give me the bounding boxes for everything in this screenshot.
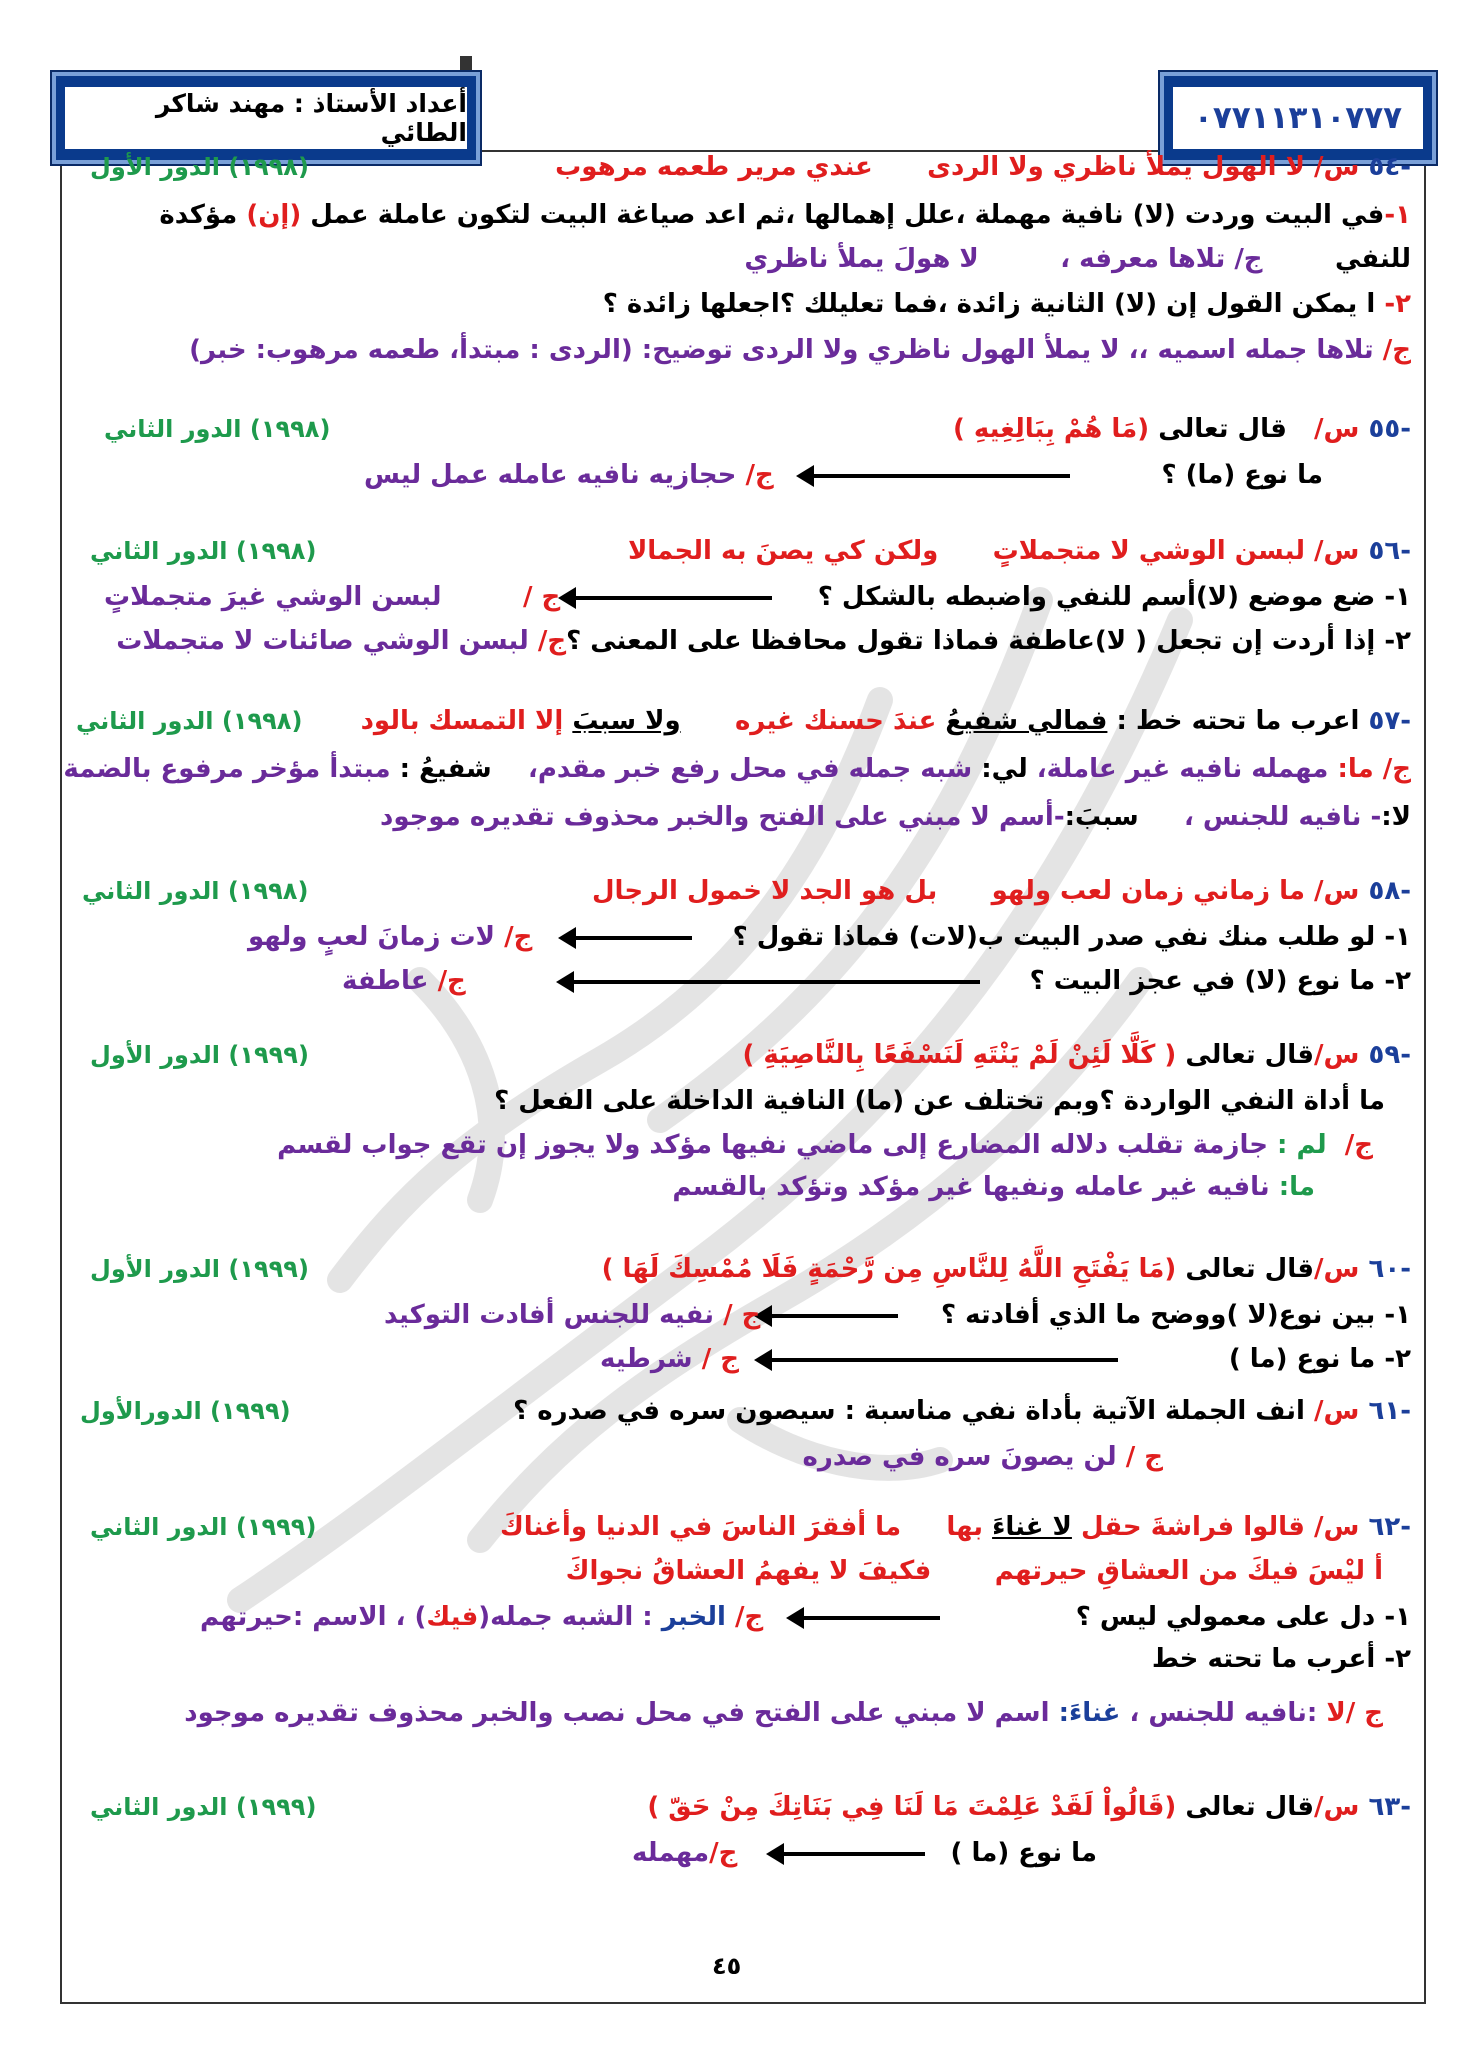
q55-question: -٥٥ س/ قال تعالى (مَا هُمْ بِبَالِغِيهِ ) bbox=[952, 414, 1411, 444]
q62-year: (١٩٩٩) الدور الثاني bbox=[90, 1513, 317, 1541]
q60-answer1: ج / نفيه للجنس أفادت التوكيد bbox=[384, 1300, 761, 1330]
q56-arrow bbox=[572, 596, 772, 600]
q57-question: -٥٧ اعرب ما تحته خط : فمالي شفيعُ عندَ حسنك غيره ولا سببَ إلا التمسك بالود bbox=[360, 706, 1411, 736]
q62-verse2: أ ليْسَ فيكَ من العشاقِ حيرتهم فكيفَ لا يفهمُ العشاقُ نجواكَ bbox=[565, 1556, 1383, 1586]
q62-sub1: ١- دل على معمولي ليس ؟ bbox=[1075, 1602, 1411, 1632]
q58-sub2: ٢- ما نوع (لا) في عجز البيت ؟ bbox=[1029, 966, 1411, 996]
q60-sub2: ٢- ما نوع (ما ) bbox=[1228, 1344, 1411, 1374]
phone-number: ٠٧٧١١٣١٠٧٧٧ bbox=[1173, 87, 1423, 149]
q58-answer1: ج/ لات زمانَ لعبٍ ولهو bbox=[248, 922, 533, 952]
q56-question: -٥٦ س/ لبسن الوشي لا متجملاتٍ ولكن كي يصنَ به الجمالا bbox=[627, 536, 1411, 566]
q56-year: (١٩٩٨) الدور الثاني bbox=[90, 537, 317, 565]
q58-sub1: ١- لو طلب منك نفي صدر البيت ب(لات) فماذا تقول ؟ bbox=[732, 922, 1411, 952]
q55-arrow bbox=[810, 474, 1070, 478]
q55-year: (١٩٩٨) الدور الثاني bbox=[104, 415, 331, 443]
q57-answer2: لا:- نافيه للجنس ، سببَ:-أسم لا مبني على الفتح والخبر محذوف تقديره موجود bbox=[380, 802, 1411, 832]
q63-subquestion: ما نوع (ما ) bbox=[950, 1838, 1097, 1868]
q62-answer2: ج /لا :نافيه للجنس ، غناءَ: اسم لا مبني على الفتح في محل نصب والخبر محذوف تقديره موجود bbox=[184, 1698, 1383, 1728]
q56-sub2: ٢- إذا أردت إن تجعل ( لا)عاطفة فماذا تقول محافظا على المعنى ؟ج/ لبسن الوشي صائنات لا متجملات bbox=[116, 626, 1411, 656]
q55-subquestion: ما نوع (ما) ؟ bbox=[1161, 460, 1323, 490]
q61-year: (١٩٩٩) الدورالأول bbox=[80, 1397, 291, 1425]
q56-sub1: ١- ضع موضع (لا)أسم للنفي واضبطه بالشكل ؟ bbox=[817, 582, 1411, 612]
q60-question: -٦٠ س/قال تعالى (مَا يَفْتَحِ اللَّهُ لِلنَّاسِ مِن رَّحْمَةٍ فَلَا مُمْسِكَ لَهَا ) bbox=[601, 1254, 1411, 1284]
q57-year: (١٩٩٨) الدور الثاني bbox=[76, 707, 303, 735]
q54-question: -٥٤ س/ لا الهول يملأ ناظري ولا الردى عندي مرير طعمه مرهوب bbox=[555, 152, 1411, 182]
q62-answer1: ج/ الخبر : الشبه جمله(فيك) ، الاسم :حيرتهم bbox=[200, 1602, 764, 1632]
q59-answer2: ما: نافيه غير عامله ونفيها غير مؤكد وتؤكد بالقسم bbox=[672, 1172, 1315, 1202]
q59-answer1: ج/ لم : جازمة تقلب دلاله المضارع إلى ماضي نفيها مؤكد ولا يجوز إن تقع جواب لقسم bbox=[277, 1130, 1373, 1160]
q60-sub1: ١- بين نوع(لا )ووضح ما الذي أفادته ؟ bbox=[941, 1300, 1411, 1330]
q59-year: (١٩٩٩) الدور الأول bbox=[90, 1041, 309, 1069]
q60-year: (١٩٩٩) الدور الأول bbox=[90, 1255, 309, 1283]
q54-answer: ج/ تلاها جمله اسميه ،، لا يملأ الهول ناظري ولا الردى توضيح: (الردى : مبتدأ، طعمه مرهوب: خبر) bbox=[189, 335, 1411, 365]
q60-arrow2 bbox=[768, 1358, 1118, 1362]
q57-answer1: ج/ ما: مهمله نافيه غير عاملة، لي: شبه جمله في محل رفع خبر مقدم، شفيعُ : مبتدأ مؤخر مرفوع بالضمة bbox=[63, 754, 1411, 784]
q62-verse1: -٦٢ س/ قالوا فراشةَ حقل لا غناءَ بها ما أفقرَ الناسَ في الدنيا وأغناكَ bbox=[499, 1512, 1411, 1542]
q59-subquestion: ما أداة النفي الواردة ؟وبم تختلف عن (ما) النافية الداخلة على الفعل ؟ bbox=[494, 1086, 1385, 1116]
q58-arrow1 bbox=[572, 936, 692, 940]
q63-year: (١٩٩٩) الدور الثاني bbox=[90, 1793, 317, 1821]
q62-arrow bbox=[800, 1616, 940, 1620]
q61-question: -٦١ س/ انف الجملة الآتية بأداة نفي مناسبة : سيصون سره في صدره ؟ bbox=[513, 1396, 1411, 1426]
q55-answer: ج/ حجازيه نافيه عامله عمل ليس bbox=[364, 460, 774, 490]
q58-answer2: ج/ عاطفة bbox=[342, 966, 466, 996]
q54-line3: ٢- ا يمكن القول إن (لا) الثانية زائدة ،فما تعليلك ؟اجعلها زائدة ؟ bbox=[602, 289, 1411, 319]
q60-answer2: ج / شرطيه bbox=[600, 1344, 739, 1374]
q62-sub2: ٢- أعرب ما تحته خط bbox=[1151, 1644, 1411, 1674]
q56-answer1: ج / لبسن الوشي غيرَ متجملاتٍ bbox=[104, 582, 561, 612]
q58-year: (١٩٩٨) الدور الثاني bbox=[82, 877, 309, 905]
page-number: ٤٥ bbox=[712, 1952, 742, 1980]
q54-line1: ١-في البيت وردت (لا) نافية مهملة ،علل إهمالها ،ثم اعد صياغة البيت لتكون عاملة عمل (إن) مؤكدة bbox=[159, 200, 1411, 230]
q60-arrow1 bbox=[768, 1314, 898, 1318]
q58-arrow2 bbox=[570, 980, 980, 984]
q61-answer: ج / لن يصونَ سره في صدره bbox=[802, 1442, 1163, 1472]
q59-question: -٥٩ س/قال تعالى ( كَلَّا لَئِنْ لَمْ يَنْتَهِ لَنَسْفَعًا بِالنَّاصِيَةِ ) bbox=[742, 1040, 1411, 1070]
q54-year: (١٩٩٨) الدور الأول bbox=[90, 153, 309, 181]
author-name: أعداد الأستاذ : مهند شاكر الطائي bbox=[65, 87, 467, 149]
q63-answer: ج/مهمله bbox=[632, 1838, 738, 1868]
q54-line2: للنفي ج/ تلاها معرفه ، لا هولَ يملأ ناظري bbox=[744, 244, 1411, 274]
q58-question: -٥٨ س/ ما زماني زمان لعب ولهو بل هو الجد لا خمول الرجال bbox=[592, 876, 1411, 906]
q63-question: -٦٣ س/قال تعالى (قَالُواْ لَقَدْ عَلِمْتَ مَا لَنَا فِي بَنَاتِكَ مِنْ حَقّ ) bbox=[647, 1792, 1411, 1822]
q63-arrow bbox=[780, 1852, 925, 1856]
